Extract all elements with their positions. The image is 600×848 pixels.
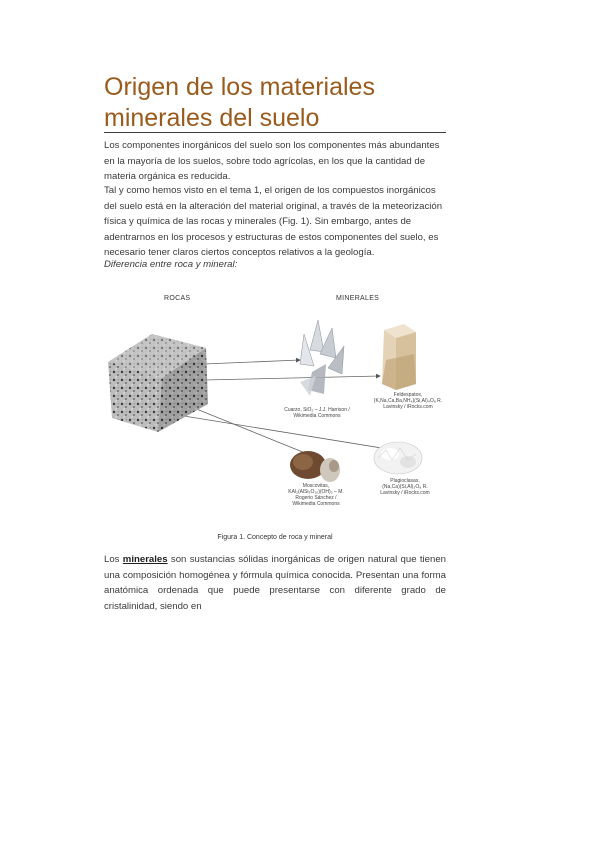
quartz-mineral — [300, 320, 344, 396]
plagioclase-mineral — [374, 442, 422, 474]
section-subheading: Diferencia entre roca y mineral: — [104, 259, 238, 270]
rock-mineral-figure — [104, 290, 446, 530]
minerals-paragraph — [104, 552, 446, 614]
context-paragraph: Tal y como hemos visto en el tema 1, el origen de los compuestos inorgánicos del suelo está en la alteración del material original, a través de la meteorización física y química de las rocas y minerales (Fig. 1). Sin embargo, antes de adentrarnos en los procesos y estructuras de estos componentes del suelo, es necesario tener claros ciertos conceptos relativos a la geología. — [104, 185, 443, 258]
feldspar-mineral — [382, 324, 416, 390]
rocks-label: ROCAS — [164, 295, 191, 302]
minerals-lead: Los — [104, 554, 123, 565]
title-divider — [104, 132, 446, 133]
plagioclase-caption: Plagioclasas, (Na,Ca)(Si,Al)₃O₈ R. Lavinsky / iRocks.com — [380, 478, 430, 496]
quartz-caption: Cuarzo, SiO₂ – J.J. Harrison / Wikimedia Commons — [284, 407, 350, 419]
figure-caption: Figura 1. Concepto de roca y mineral — [217, 534, 333, 541]
feldspar-caption: Feldespatos, (K,Na,Ca,Ba,NH₄)(Si,Al)₄O₈ R. Lavinsky / iRocks.com — [373, 392, 443, 410]
minerals-label: MINERALES — [336, 295, 380, 302]
minerals-term: minerales — [122, 554, 168, 565]
muscovite-caption: Moscovitas, KAl₂(AlSi₃O₁₀)(OH)₂ – M. Rogerio Sánchez / Wikimedia Commons — [288, 483, 344, 507]
page-title: Origen de los materiales minerales del suelo — [104, 73, 375, 132]
minerals-rest: son sustancias sólidas inorgánicas de origen natural que tienen una composición homogénea y fórmula química conocida. Presentan una forma anatómica ordenada que puede presentarse con diferente grado de cristalinidad, siendo en — [104, 554, 446, 612]
muscovite-mineral — [290, 451, 340, 482]
intro-paragraph: Los componentes inorgánicos del suelo son los componentes más abundantes en la mayoría de los suelos, sobre todo agrícolas, en los que la cantidad de materia orgánica es reducida. — [104, 140, 440, 182]
